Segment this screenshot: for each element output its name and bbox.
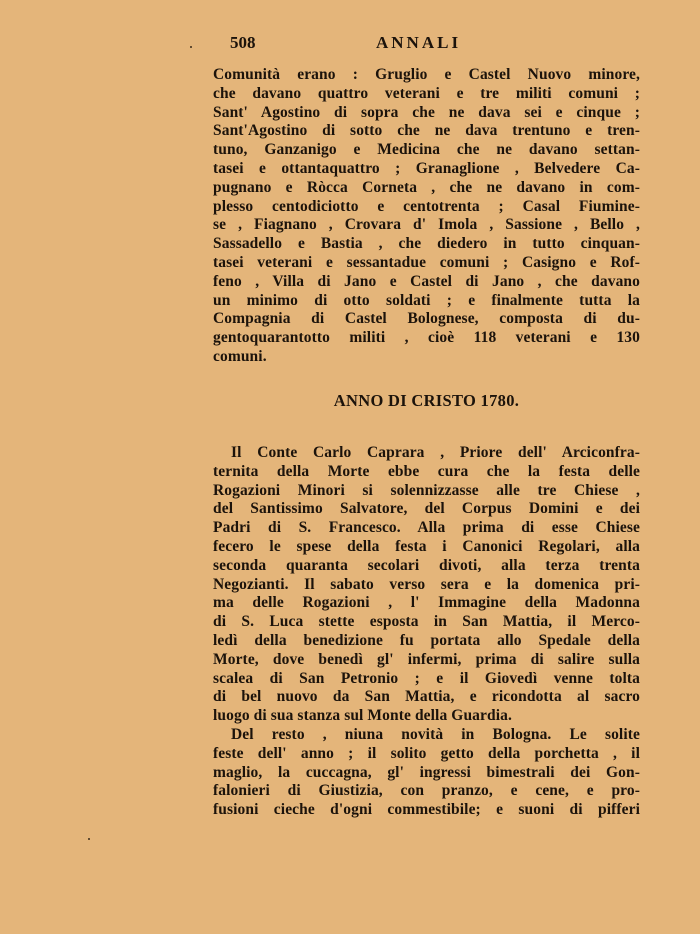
text-line: fusioni cieche d'ogni commestibile; e suoni di pifferi bbox=[213, 801, 640, 819]
text-line: gentoquarantotto militi , cioè 118 veterani e 130 bbox=[213, 329, 640, 347]
text-line: Compagnia di Castel Bolognese, composta di du- bbox=[213, 310, 640, 328]
text-line: scalea di San Petronio ; e il Giovedì venne tolta bbox=[213, 669, 640, 687]
page-header bbox=[213, 33, 643, 55]
text-line: che davano quattro veterani e tre militi comuni ; bbox=[213, 84, 640, 102]
text-line: luogo di sua stanza sul Monte della Guardia. bbox=[213, 707, 512, 725]
text-line: Rogazioni Minori si solennizzasse alle tre Chiese , bbox=[213, 481, 640, 499]
paragraph-2 bbox=[213, 444, 640, 726]
text-line: Sant' Agostino di sopra che ne dava sei e cinque ; bbox=[213, 103, 640, 121]
paragraph-3 bbox=[213, 726, 640, 820]
text-line: di bel nuovo da San Mattia, e ricondotta al sacro bbox=[213, 688, 640, 706]
text-line: di S. Luca stette esposta in San Mattia, il Merco- bbox=[213, 613, 640, 631]
running-head: ANNALI bbox=[376, 33, 462, 52]
text-line: Sant'Agostino di sotto che ne dava trentuno e tren- bbox=[213, 122, 640, 140]
text-line: ledì della benedizione fu portata allo Spedale della bbox=[213, 631, 640, 649]
text-line: falonieri di Giustizia, con pranzo, e cene, e pro- bbox=[213, 782, 640, 800]
text-line: Del resto , niuna novità in Bologna. Le solite bbox=[231, 726, 640, 743]
text-line: del Santissimo Salvatore, del Corpus Domini e dei bbox=[213, 500, 640, 518]
text-line: ma delle Rogazioni , l' Immagine della Madonna bbox=[213, 594, 640, 612]
paragraph-1 bbox=[213, 66, 640, 367]
text-line: maglio, la cuccagna, gl' ingressi bimestrali dei Gon- bbox=[213, 763, 640, 781]
ink-speck bbox=[190, 46, 192, 48]
text-line: Il Conte Carlo Caprara , Priore dell' Arciconfra- bbox=[231, 444, 640, 461]
text-line: seconda quaranta secolari divoti, alla terza trenta bbox=[213, 556, 640, 574]
text-line: tasei veterani e sessantadue comuni ; Casigno e Rof- bbox=[213, 253, 640, 271]
text-line: fecero le spese della festa i Canonici Regolari, alla bbox=[213, 537, 640, 555]
text-line: Negozianti. Il sabato verso sera e la domenica pri- bbox=[213, 575, 640, 593]
text-line: Comunità erano : Gruglio e Castel Nuovo minore, bbox=[213, 66, 640, 83]
text-line: tuno, Ganzanigo e Medicina che ne davano settan- bbox=[213, 141, 640, 159]
text-line: Morte, dove benedì gl' infermi, prima di salire sulla bbox=[213, 650, 640, 668]
text-line: un minimo di otto soldati ; e finalmente tutta la bbox=[213, 291, 640, 309]
year-heading: ANNO DI CRISTO 1780. bbox=[333, 391, 520, 410]
text-line: feste dell' anno ; il solito getto della porchetta , il bbox=[213, 744, 640, 762]
text-line: pugnano e Ròcca Corneta , che ne davano in com- bbox=[213, 178, 640, 196]
text-line: Padri di S. Francesco. Alla prima di esse Chiese bbox=[213, 519, 640, 537]
text-line: se , Fiagnano , Crovara d' Imola , Sassione , Bello , bbox=[213, 216, 640, 234]
ink-speck bbox=[88, 838, 90, 840]
text-line: ternita della Morte ebbe cura che la festa delle bbox=[213, 462, 640, 480]
text-line: comuni. bbox=[213, 347, 267, 365]
text-line: tasei e ottantaquattro ; Granaglione , Belvedere Ca- bbox=[213, 159, 640, 177]
text-line: feno , Villa di Jano e Castel di Jano , che davano bbox=[213, 272, 640, 290]
text-line: Sassadello e Bastia , che diedero in tutto cinquan- bbox=[213, 235, 640, 253]
page-number: 508 bbox=[230, 33, 256, 52]
text-line: plesso centodiciotto e centotrenta ; Casal Fiumine- bbox=[213, 197, 640, 215]
